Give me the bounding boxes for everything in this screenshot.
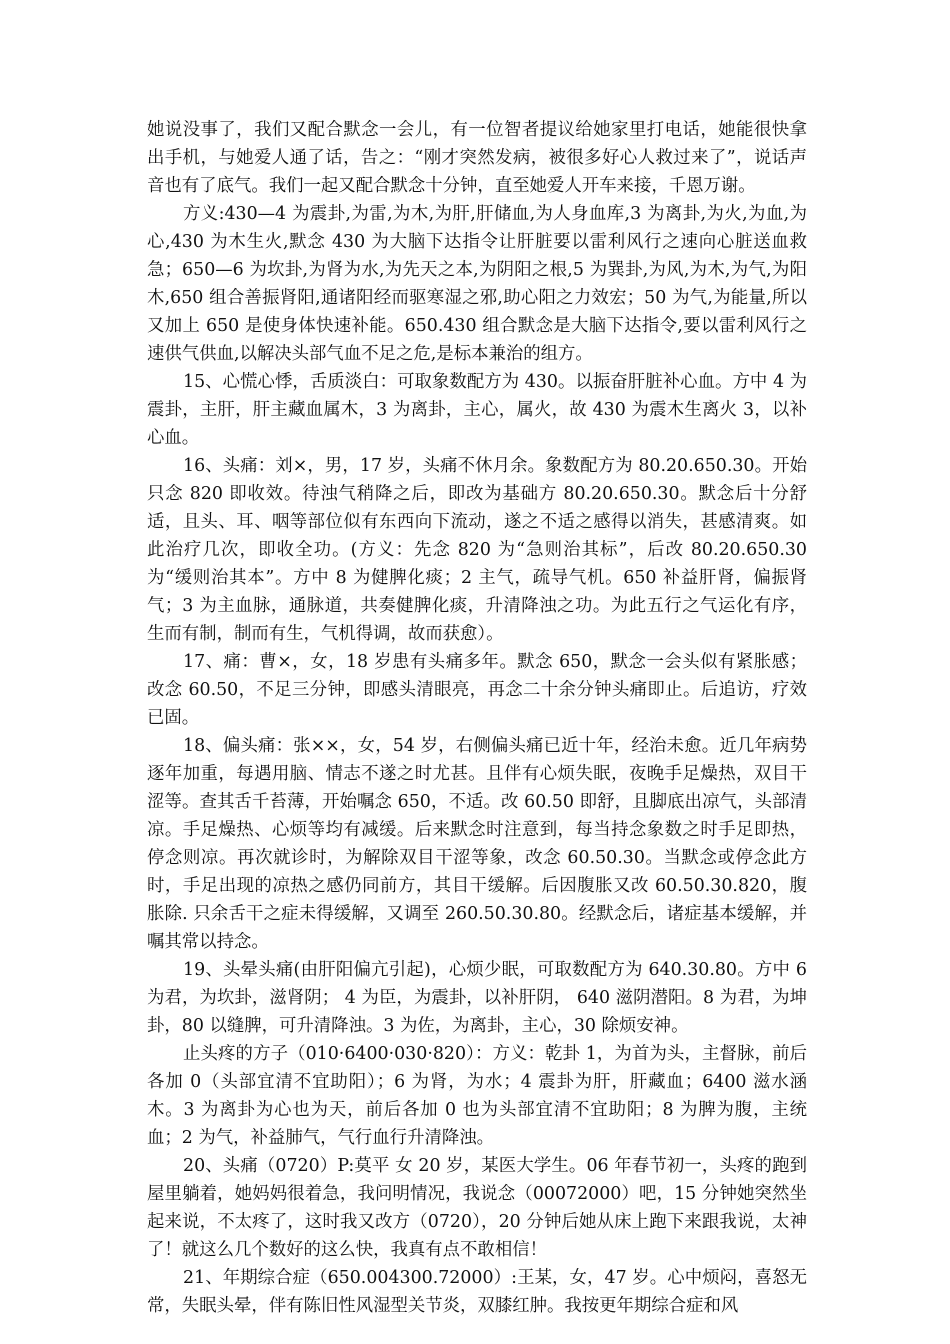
paragraph-item-18: 18、偏头痛：张××，女，54 岁，右侧偏头痛已近十年，经治未愈。近几年病势逐年加重，每遇用脑、情志不遂之时尤甚。且伴有心烦失眠，夜晚手足燥热，双目干涩等。查其舌千苔薄，开始嘱念 650，不适。改 60.50 即舒，且脚底出凉气，头部清凉。手足燥热、心烦等均有减缓。后来默念时注意到，每当持念象数之时手足即热，停念则凉。再次就诊时，为解除双目干涩等象，改念 60.50.30。当默念或停念此方时，手足出现的凉热之感仍同前方，其目干缓解。后因腹胀又改 60.50.30.820，腹胀除. 只余舌干之症未得缓解，又调至 260.50.30.80。经默念后，诸症基本缓解，并嘱其常以持念。 (147, 736, 807, 952)
paragraph-item-16: 16、头痛：刘×，男，17 岁，头痛不休月余。象数配方为 80.20.650.30。开始只念 820 即收效。待浊气稍降之后，即改为基础方 80.20.650.30。默念后十分舒适，且头、耳、咽等部位似有东西向下流动，遂之不适之感得以消失，甚感清爽。如此治疗几次，即收全功。(方义：先念 820 为“急则治其标”，后改 80.20.650.30 为“缓则治其本”。方中 8 为健脾化痰；2 主气，疏导气机。650 补益肝肾，偏振肾气；3 为主血脉，通脉道，共奏健脾化痰，升清降浊之功。为此五行之气运化有序，生而有制，制而有生，气机得调，故而获愈）。 (147, 456, 808, 644)
paragraph-item-19: 19、头晕头痛(由肝阳偏亢引起)，心烦少眠，可取数配方为 640.30.80。方中 6 为君，为坎卦，滋肾阴； 4 为臣，为震卦，以补肝阴， 640 滋阴潜阳。8 为君，为坤卦，80 以缝脾，可升清降浊。3 为佐，为离卦，主心，30 除烦安神。 (147, 960, 807, 1036)
paragraph-formula-meaning-430-650: 方义:430—4 为震卦,为雷,为木,为肝,肝储血,为人身血库,3 为离卦,为火,为血,为心,430 为木生火,默念 430 为大脑下达指令让肝脏要以雷利风行之速向心脏送血救急；650—6 为坎卦,为肾为水,为先天之本,为阴阳之根,5 为巽卦,为风,为木,为气,为阳木,650 组合善振肾阳,通诸阳经而驱寒湿之邪,助心阳之力效宏；50 为气,为能量,所以又加上 650 是使身体快速补能。650.430 组合默念是大脑下达指令,要以雷利风行之速供气供血,以解决头部气血不足之危,是标本兼治的组方。 (147, 204, 807, 364)
paragraph-item-15: 15、心慌心悸，舌质淡白：可取象数配方为 430。以振奋肝脏补心血。方中 4 为震卦，主肝，肝主藏血属木，3 为离卦，主心，属火，故 430 为震木生离火 3，以补心血。 (147, 372, 807, 448)
paragraph-item-21: 21、年期综合症（650.004300.72000）:王某，女，47 岁。心中烦闷，喜怒无常，失眠头晕，伴有陈旧性风湿型关节炎，双膝红肿。我按更年期综合症和风 (147, 1268, 807, 1316)
paragraph-intro-ending: 她说没事了，我们又配合默念一会儿，有一位智者提议给她家里打电话，她能很快拿出手机，与她爱人通了话，告之：“刚才突然发病，被很多好心人救过来了”，说话声音也有了底气。我们一起又配合默念十分钟，直至她爱人开车来接，千恩万谢。 (147, 120, 807, 196)
paragraph-item-17: 17、痛：曹×，女，18 岁患有头痛多年。默念 650，默念一会头似有紧胀感；改念 60.50，不足三分钟，即感头清眼亮，再念二十余分钟头痛即止。后追访，疗效已固。 (147, 652, 807, 728)
document-page (147, 116, 807, 1320)
paragraph-headache-formula: 止头疼的方子（010·6400·030·820）：方义：乾卦 1，为首为头，主督脉，前后各加 0（头部宜清不宜助阳）；6 为肾，为水；4 震卦为肝，肝藏血；6400 滋水涵木。3 为离卦为心也为天，前后各加 0 也为头部宜清不宜助阳；8 为脾为腹，主统血；2 为气，补益肺气，气行血行升清降浊。 (147, 1044, 807, 1148)
paragraph-item-20: 20、头痛（0720）P:莫平 女 20 岁，某医大学生。06 年春节初一，头疼的跑到屋里躺着，她妈妈很着急，我问明情况，我说念（00072000）吧，15 分钟她突然坐起来说，不太疼了，这时我又改方（0720），20 分钟后她从床上跑下来跟我说，太神了！就这么几个数好的这么快，我真有点不敢相信！ (147, 1156, 807, 1260)
